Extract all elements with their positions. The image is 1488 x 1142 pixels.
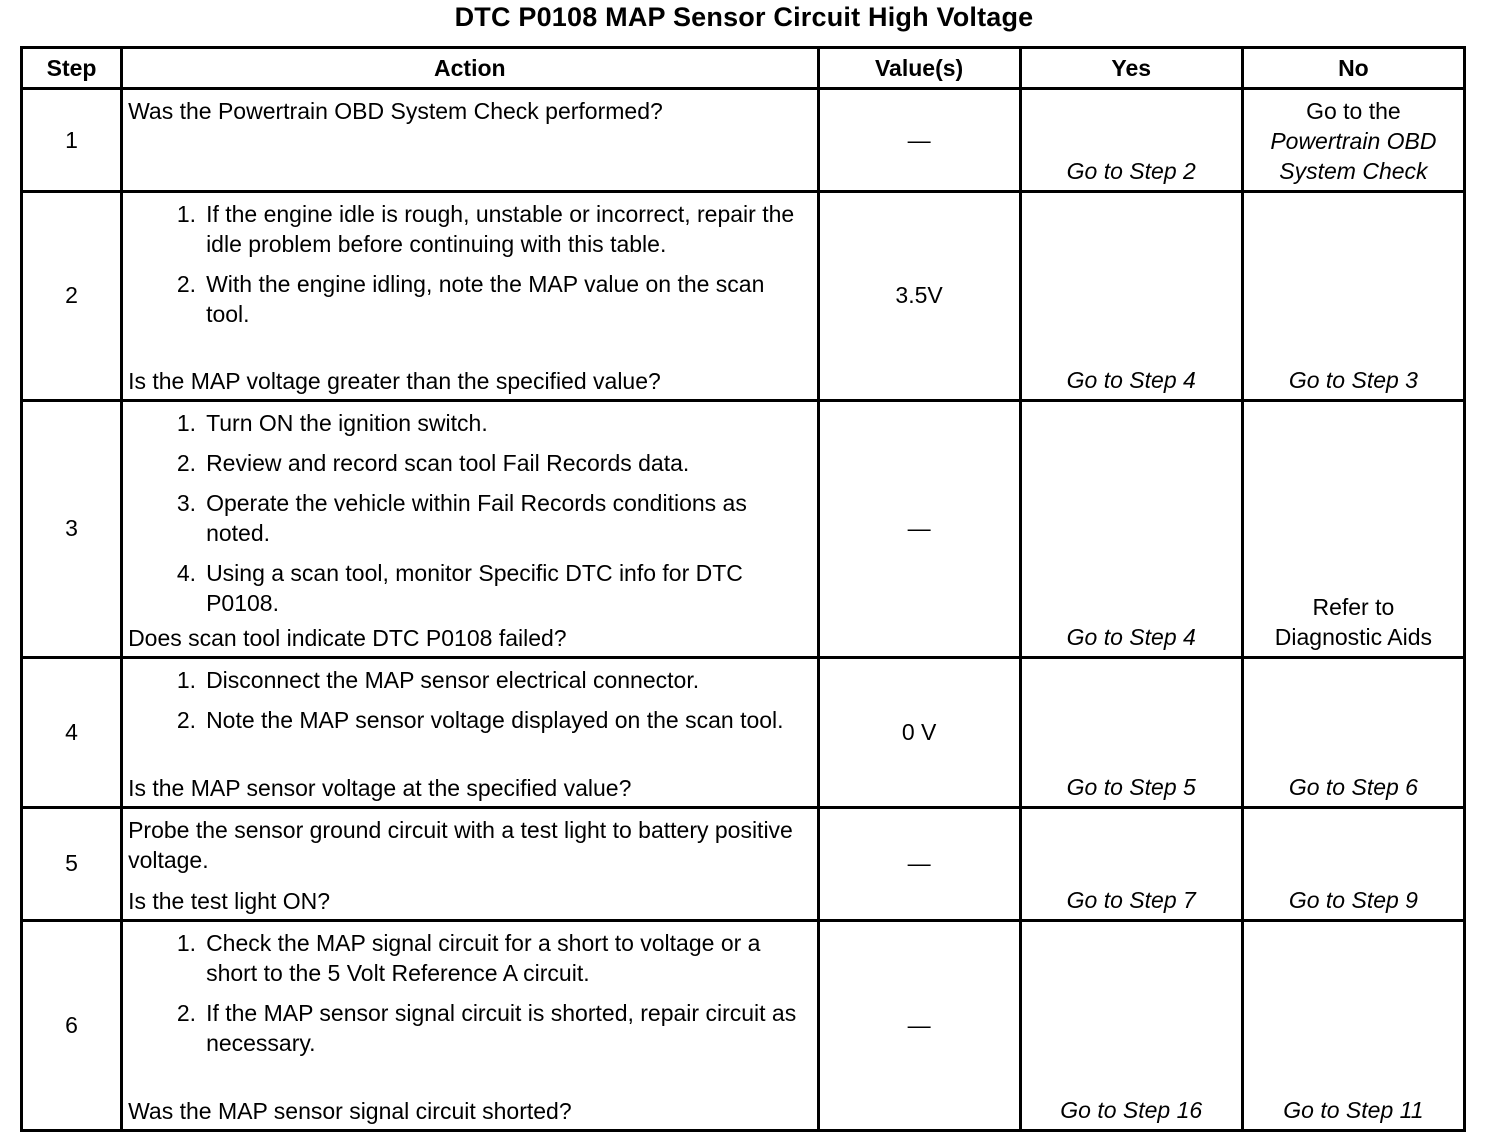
action-question: Is the test light ON? bbox=[128, 887, 331, 914]
table-row-step-1 bbox=[22, 89, 1465, 192]
list-item: 2. Note the MAP sensor voltage displayed on the scan tool. bbox=[176, 707, 784, 734]
action-question: Is the MAP voltage greater than the specified value? bbox=[128, 367, 661, 394]
no-cell bbox=[1242, 658, 1464, 808]
action-cell bbox=[122, 808, 818, 920]
value-cell: — bbox=[818, 808, 1020, 920]
step-number: 4 bbox=[22, 658, 122, 808]
list-item: 4. Using a scan tool, monitor Specific DTC info for DTC P0108. bbox=[176, 559, 743, 616]
action-cell bbox=[122, 89, 818, 192]
yes-cell bbox=[1020, 808, 1242, 920]
action-steps-list bbox=[128, 408, 812, 620]
action-text: Was the Powertrain OBD System Check performed? bbox=[128, 98, 663, 124]
list-item: 3. Operate the vehicle within Fail Records conditions as noted. bbox=[176, 489, 747, 546]
no-link[interactable]: Go to Step 3 bbox=[1288, 366, 1418, 393]
value-cell: — bbox=[818, 400, 1020, 657]
list-item: 1. Disconnect the MAP sensor electrical connector. bbox=[176, 667, 700, 694]
action-steps-list bbox=[128, 665, 812, 770]
action-cell bbox=[122, 400, 818, 657]
yes-cell bbox=[1020, 658, 1242, 808]
diagnostic-table bbox=[20, 46, 1466, 1132]
list-item: 2. With the engine idling, note the MAP value on the scan tool. bbox=[176, 271, 765, 328]
no-cell bbox=[1242, 920, 1464, 1130]
action-question: Does scan tool indicate DTC P0108 failed? bbox=[128, 625, 567, 652]
no-cell bbox=[1242, 89, 1464, 192]
no-cell bbox=[1242, 192, 1464, 400]
value-cell: — bbox=[818, 89, 1020, 192]
action-question: Is the MAP sensor voltage at the specified value? bbox=[128, 775, 632, 802]
page-title: DTC P0108 MAP Sensor Circuit High Voltage bbox=[454, 2, 1034, 32]
list-item: 1. If the engine idle is rough, unstable or incorrect, repair the idle problem before continuing with this table. bbox=[176, 201, 795, 258]
header-row bbox=[22, 48, 1465, 89]
step-number: 3 bbox=[22, 400, 122, 657]
action-cell bbox=[122, 658, 818, 808]
no-link[interactable]: Go to Step 9 bbox=[1288, 886, 1418, 913]
table-row-step-5 bbox=[22, 808, 1465, 920]
list-item: 1. Turn ON the ignition switch. bbox=[176, 409, 488, 436]
step-number: 5 bbox=[22, 808, 122, 920]
list-item: 2. Review and record scan tool Fail Records data. bbox=[176, 449, 690, 476]
yes-link[interactable]: Go to Step 2 bbox=[1066, 158, 1196, 185]
no-link[interactable]: Go to Step 6 bbox=[1288, 774, 1418, 801]
step-number: 1 bbox=[22, 89, 122, 192]
table-row-step-2 bbox=[22, 192, 1465, 400]
yes-cell bbox=[1020, 920, 1242, 1130]
header-yes: Yes bbox=[1020, 48, 1242, 89]
action-question: Was the MAP sensor signal circuit shorted? bbox=[128, 1098, 572, 1124]
no-cell bbox=[1242, 808, 1464, 920]
header-action: Action bbox=[122, 48, 818, 89]
header-step: Step bbox=[22, 48, 122, 89]
value-cell: 3.5V bbox=[818, 192, 1020, 400]
action-cell bbox=[122, 192, 818, 400]
yes-cell bbox=[1020, 192, 1242, 400]
yes-link[interactable]: Go to Step 4 bbox=[1066, 366, 1196, 393]
value-cell: — bbox=[818, 920, 1020, 1130]
no-text: Refer to Diagnostic Aids bbox=[1274, 594, 1433, 651]
table-row-step-6 bbox=[22, 920, 1465, 1130]
yes-link[interactable]: Go to Step 7 bbox=[1066, 886, 1196, 913]
value-cell: 0 V bbox=[818, 658, 1020, 808]
table-row-step-3 bbox=[22, 400, 1465, 657]
list-item: 1. Check the MAP signal circuit for a short to voltage or a short to the 5 Volt Reference A circuit. bbox=[176, 929, 761, 986]
header-values: Value(s) bbox=[818, 48, 1020, 89]
step-number: 2 bbox=[22, 192, 122, 400]
action-steps-list bbox=[128, 928, 812, 1093]
yes-link[interactable]: Go to Step 5 bbox=[1066, 774, 1196, 801]
no-cell bbox=[1242, 400, 1464, 657]
yes-cell bbox=[1020, 89, 1242, 192]
list-item: 2. If the MAP sensor signal circuit is shorted, repair circuit as necessary. bbox=[176, 999, 797, 1056]
table-row-step-4 bbox=[22, 658, 1465, 808]
yes-link[interactable]: Go to Step 4 bbox=[1066, 624, 1196, 651]
no-text-prefix: Go to the bbox=[1306, 98, 1401, 124]
step-number: 6 bbox=[22, 920, 122, 1130]
no-link[interactable]: Go to Step 11 bbox=[1283, 1097, 1424, 1123]
action-cell bbox=[122, 920, 818, 1130]
action-text: Probe the sensor ground circuit with a test light to battery positive voltage. bbox=[128, 817, 793, 874]
yes-link[interactable]: Go to Step 16 bbox=[1060, 1097, 1203, 1123]
header-no: No bbox=[1242, 48, 1464, 89]
no-link[interactable]: Powertrain OBD System Check bbox=[1270, 128, 1437, 184]
yes-cell bbox=[1020, 400, 1242, 657]
action-steps-list bbox=[128, 199, 812, 362]
